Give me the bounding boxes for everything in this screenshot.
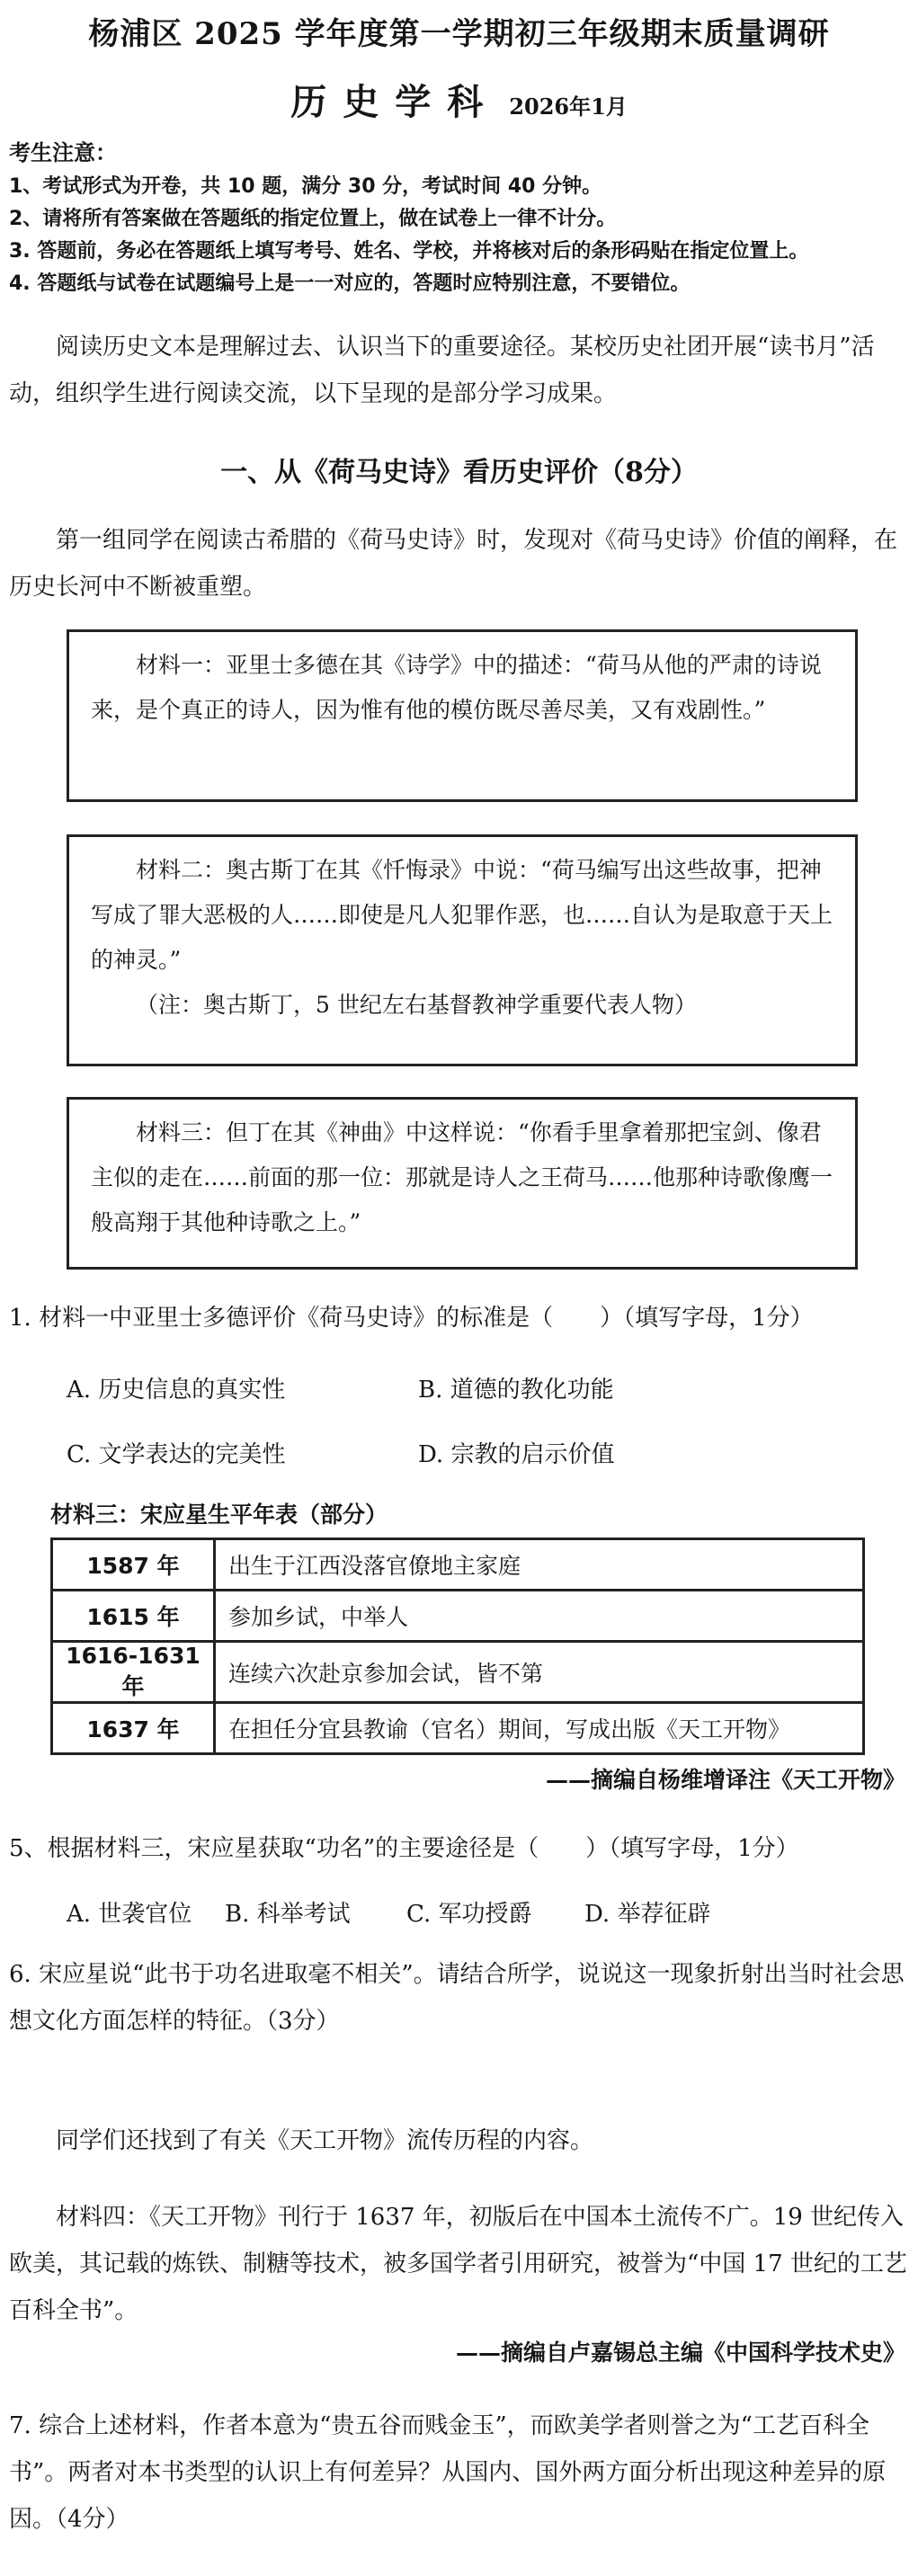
table-event: 在担任分宜县教谕（官名）期间，写成出版《天工开物》 bbox=[215, 1703, 864, 1754]
q5-option-d: D. 举荐征辟 bbox=[584, 1901, 711, 1928]
question-7: 7. 综合上述材料，作者本意为“贵五谷而贱金玉”，而欧美学者则誉之为“工艺百科全书”。两者对本书类型的认识上有何差异？从国内、国外两方面分析出现这种差异的原因。（4分） bbox=[9, 2412, 887, 2533]
material-1-box bbox=[67, 629, 858, 802]
section-1-intro: 第一组同学在阅读古希腊的《荷马史诗》时，发现对《荷马史诗》价值的阐释，在历史长河中不断被重塑。 bbox=[9, 527, 898, 601]
q1-option-a: A. 历史信息的真实性 bbox=[67, 1377, 286, 1404]
table-year: 1616-1631 年 bbox=[52, 1642, 215, 1703]
material-4-text: 材料四：《天工开物》刊行于 1637 年，初版后在中国本土流传不广。19 世纪传入欧美，其记载的炼铁、制糖等技术，被多国学者引用研究，被誉为“中国 17 世纪的工艺百科全书”。 bbox=[9, 2204, 907, 2324]
material-4-intro: 同学们还找到了有关《天工开物》流传历程的内容。 bbox=[56, 2127, 594, 2154]
table-year: 1587 年 bbox=[52, 1539, 215, 1591]
table-caption: 材料三：宋应星生平年表（部分） bbox=[50, 1502, 388, 1528]
table-row bbox=[52, 1703, 864, 1754]
material-2-box bbox=[67, 834, 858, 1066]
subject-line bbox=[0, 74, 918, 125]
notice-item-2: 2、请将所有答案做在答题纸的指定位置上，做在试卷上一律不计分。 bbox=[9, 208, 617, 230]
table-event: 出生于江西没落官僚地主家庭 bbox=[215, 1539, 864, 1591]
chronology-table bbox=[50, 1538, 865, 1755]
intro-paragraph: 阅读历史文本是理解过去、认识当下的重要途径。某校历史社团开展“读书月”活动，组织学生进行阅读交流，以下呈现的是部分学习成果。 bbox=[9, 334, 875, 407]
table-event: 连续六次赴京参加会试，皆不第 bbox=[215, 1642, 864, 1703]
subject-title: 历史学科 bbox=[290, 81, 500, 123]
material-1-text: 材料一：亚里士多德在其《诗学》中的描述：“荷马从他的严肃的诗说来，是个真正的诗人，因为惟有他的模仿既尽善尽美，又有戏剧性。” bbox=[91, 652, 822, 723]
section-1-title: 一、从《荷马史诗》看历史评价（8分） bbox=[220, 457, 698, 488]
table-row bbox=[52, 1642, 864, 1703]
q1-option-c: C. 文学表达的完美性 bbox=[67, 1441, 286, 1468]
exam-title: 杨浦区 2025 学年度第一学期初三年级期末质量调研 bbox=[88, 16, 830, 52]
material-4-source: ——摘编自卢嘉锡总主编《中国科学技术史》 bbox=[455, 2340, 905, 2366]
question-6: 6. 宋应星说“此书于功名进取毫不相关”。请结合所学，说说这一现象折射出当时社会思想文化方面怎样的特征。（3分） bbox=[9, 1961, 905, 2035]
notice-item-1: 1、考试形式为开卷，共 10 题，满分 30 分，考试时间 40 分钟。 bbox=[9, 175, 602, 198]
q5-option-b: B. 科举考试 bbox=[225, 1901, 351, 1928]
q1-option-b: B. 道德的教化功能 bbox=[418, 1377, 614, 1404]
material-2-text: 材料二：奥古斯丁在其《忏悔录》中说：“荷马编写出这些故事，把神写成了罪大恶极的人……即使是凡人犯罪作恶，也……自认为是取意于天上的神灵。” bbox=[91, 857, 833, 973]
material-2-note: （注：奥古斯丁，5 世纪左右基督教神学重要代表人物） bbox=[136, 992, 697, 1018]
table-source: ——摘编自杨维增译注《天工开物》 bbox=[545, 1767, 905, 1793]
question-5: 5、根据材料三，宋应星获取“功名”的主要途径是（ ）（填写字母，1分） bbox=[9, 1835, 799, 1862]
q1-option-d: D. 宗教的启示价值 bbox=[418, 1441, 615, 1468]
table-row bbox=[52, 1591, 864, 1642]
table-event: 参加乡试，中举人 bbox=[215, 1591, 864, 1642]
table-year: 1615 年 bbox=[52, 1591, 215, 1642]
material-3-box bbox=[67, 1097, 858, 1270]
question-1: 1. 材料一中亚里士多德评价《荷马史诗》的标准是（ ）（填写字母，1分） bbox=[9, 1305, 814, 1332]
notice-item-3: 3. 答题前，务必在答题纸上填写考号、姓名、学校，并将核对后的条形码贴在指定位置上。 bbox=[9, 240, 809, 263]
table-row bbox=[52, 1539, 864, 1591]
exam-date: 2026年1月 bbox=[509, 94, 628, 120]
material-3-text: 材料三：但丁在其《神曲》中这样说：“你看手里拿着那把宝剑、像君主似的走在……前面的那一位：那就是诗人之王荷马……他那种诗歌像鹰一般高翔于其他种诗歌之上。” bbox=[91, 1119, 833, 1235]
table-year: 1637 年 bbox=[52, 1703, 215, 1754]
notice-heading: 考生注意： bbox=[9, 140, 117, 165]
q5-option-a: A. 世袭官位 bbox=[67, 1901, 192, 1928]
q5-option-c: C. 军功授爵 bbox=[406, 1901, 532, 1928]
notice-item-4: 4. 答题纸与试卷在试题编号上是一一对应的，答题时应特别注意，不要错位。 bbox=[9, 272, 691, 295]
